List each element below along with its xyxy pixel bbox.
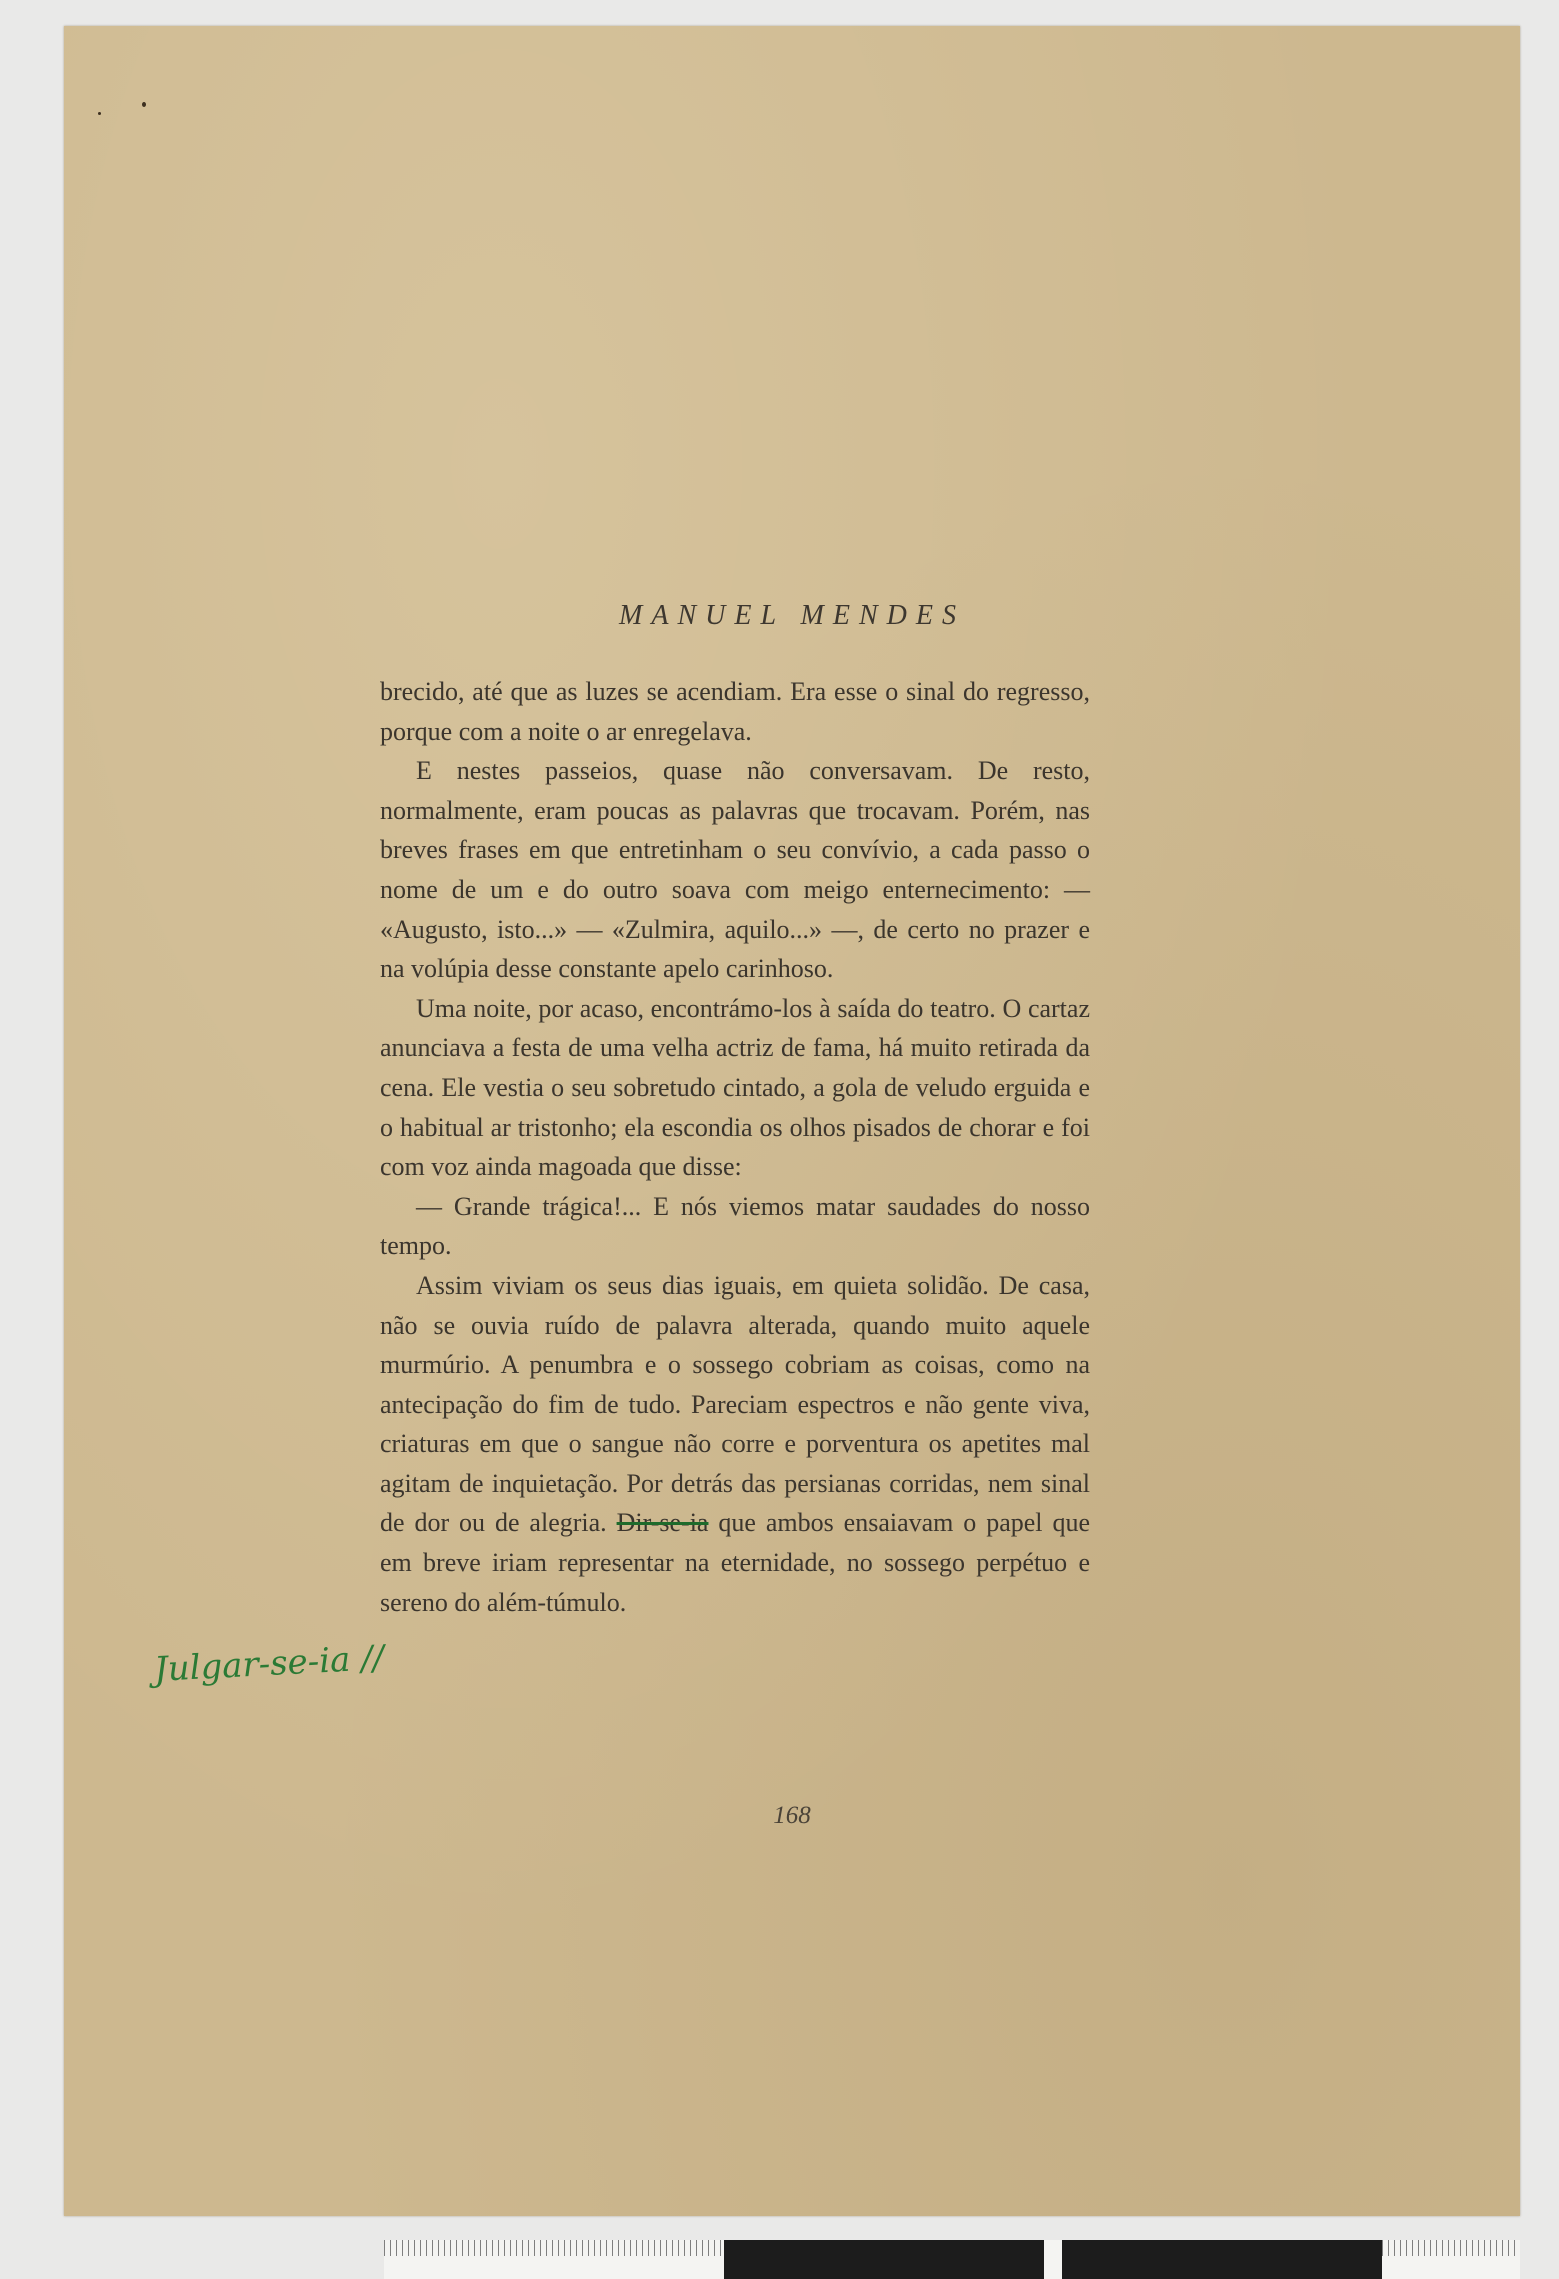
ruler-black-segment (1062, 2240, 1382, 2279)
ruler-black-segment (724, 2240, 1044, 2279)
ruler-ticks (384, 2240, 724, 2256)
book-page (64, 26, 1520, 2216)
ruler-ticks (1382, 2240, 1520, 2256)
paragraph-text: Assim viviam os seus dias iguais, em quieta solidão. De casa, não se ouvia ruído de palavra alterada, quando muito aquele murmúrio. A penumbra e o sossego cobriam as coisas, como na antecipação do fim de tudo. Pareciam espectros e não gente viva, criaturas em que o sangue não corre e porventura os apetites mal agitam de inquietação. Por detrás das persianas corridas, nem sinal de dor ou de alegria. (380, 1270, 1090, 1538)
page-number: 168 (773, 1802, 811, 1829)
paragraph: Uma noite, por acaso, encontrámo-los à saída do teatro. O cartaz anunciava a festa de uma velha actriz de fama, há muito retirada da cena. Ele vestia o seu sobretudo cintado, a gola de veludo erguida e o habitual ar tristonho; ela escondia os olhos pisados de chorar e foi com voz ainda magoada que disse: (380, 993, 1090, 1182)
paragraph: — Grande trágica!... E nós viemos matar saudades do nosso tempo. (380, 1191, 1090, 1261)
paper-speck (142, 102, 146, 107)
running-head: MANUEL MENDES (619, 600, 965, 631)
paragraph: brecido, até que as luzes se acendiam. Era esse o sinal do regresso, porque com a noite o ar enregelava. (380, 677, 1090, 746)
handwritten-margin-correction: Julgar-se-ia // (153, 1638, 385, 1690)
paragraph-text: que ambos ensaiavam o papel que em breve iriam representar na eternidade, no sossego perpétuo e sereno do além-túmulo. (380, 1508, 1090, 1617)
paragraph: E nestes passeios, quase não conversavam. De resto, normalmente, eram poucas as palavras que trocavam. Porém, nas breves frases em que entretinham o seu convívio, a cada passo o nome de um e do outro soava com meigo enternecimento: — «Augusto, isto...» — «Zulmira, aquilo...» —, de certo no prazer e na volúpia desse constante apelo carinhoso. (380, 756, 1090, 984)
scale-ruler (384, 2240, 1520, 2279)
paper-speck (98, 112, 101, 115)
struck-through-word: Dir-se-ia (616, 1508, 709, 1538)
ruler-white-segment (1044, 2240, 1062, 2279)
paragraph-with-correction (380, 1266, 1090, 1622)
body-text (380, 672, 1090, 1622)
